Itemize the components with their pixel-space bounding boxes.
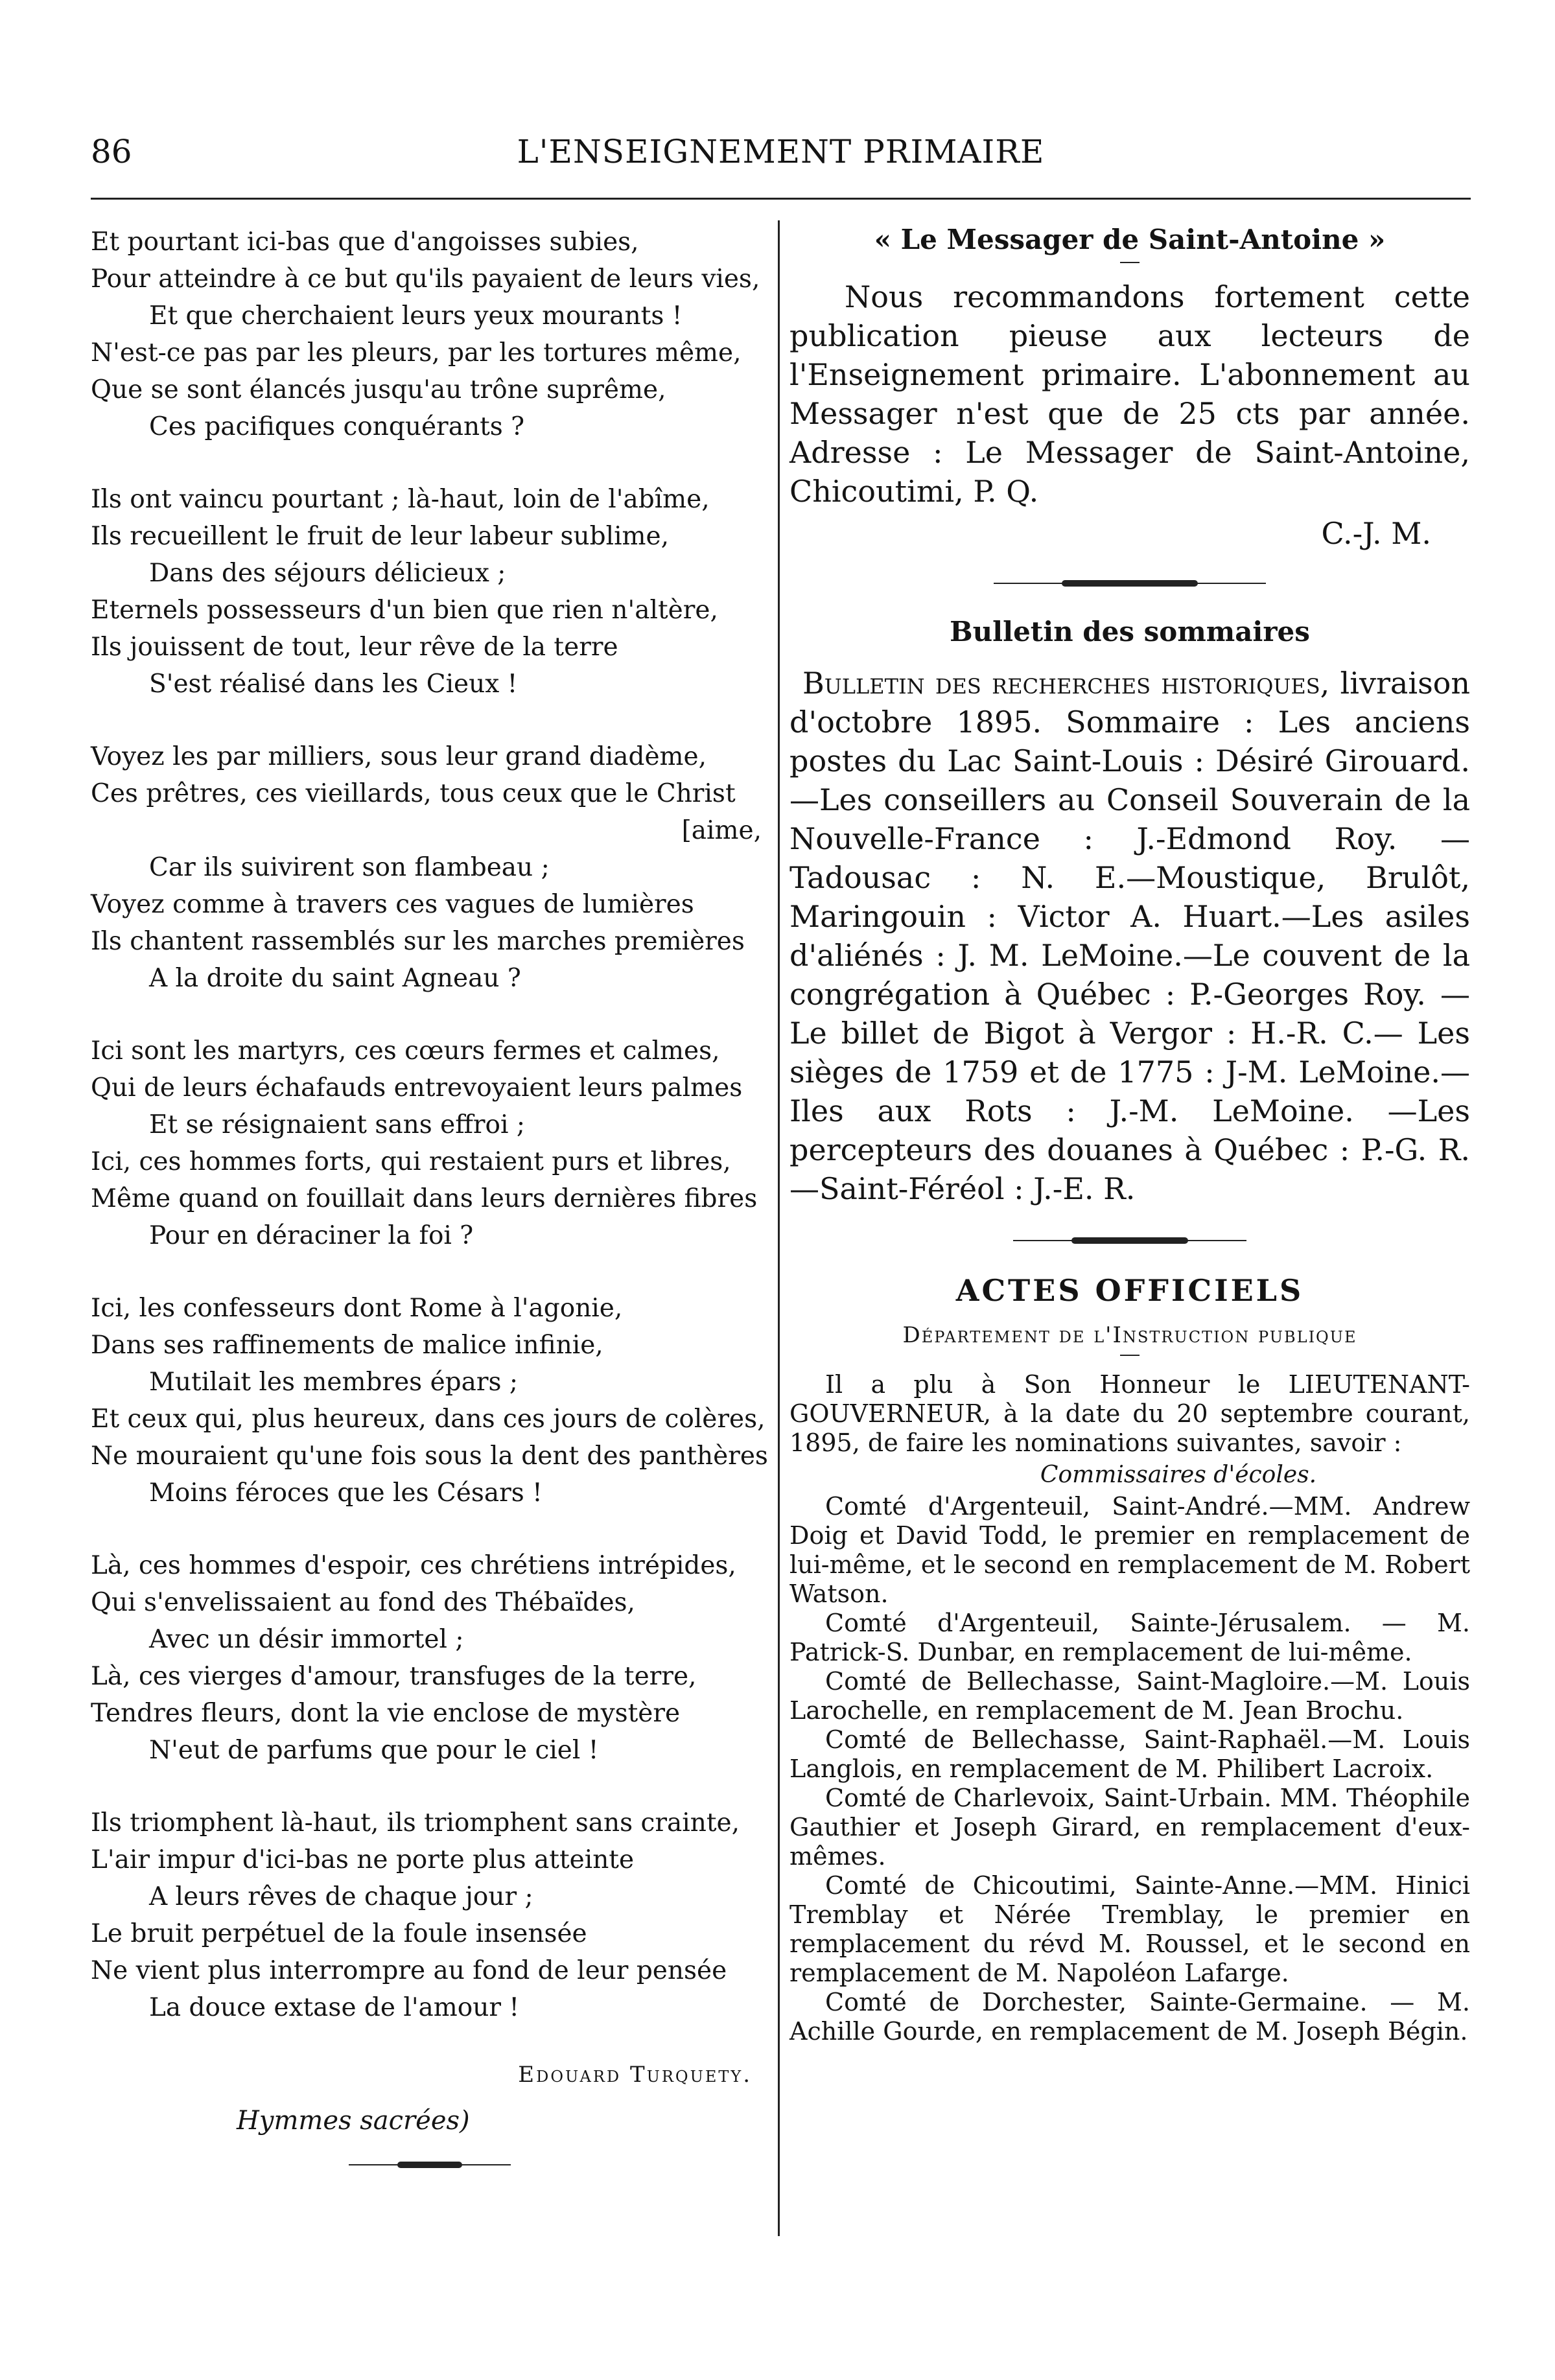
- poem-line: Ils recueillent le fruit de leur labeur sublime,: [91, 522, 670, 551]
- nomination-entry: Comté de Bellechasse, Saint-Raphaël.—M. Louis Langlois, en remplacement de M. Philibert Lacroix.: [789, 1725, 1470, 1783]
- poem-line: Car ils suivirent son flambeau ;: [149, 853, 550, 882]
- poem: [91, 224, 768, 2026]
- poem-line: Même quand on fouillait dans leurs dernières fibres: [91, 1184, 758, 1213]
- poem-line: Ici, ces hommes forts, qui restaient purs et libres,: [91, 1147, 731, 1176]
- notices-column: [789, 224, 1470, 2046]
- poem-line: Ils ont vaincu pourtant ; là-haut, loin de l'abîme,: [91, 485, 710, 514]
- poem-line: Ils triomphent là-haut, ils triomphent sans crainte,: [91, 1808, 740, 1838]
- actes-intro: Il a plu à Son Honneur le LIEUTENANT-GOUVERNEUR, à la date du 20 septembre courant, 1895, de faire les nominations suivantes, savoir :: [789, 1370, 1470, 1457]
- poem-line: Ne mouraient qu'une fois sous la dent des panthères: [91, 1441, 768, 1471]
- poem-line: Là, ces vierges d'amour, transfuges de la terre,: [91, 1662, 697, 1691]
- poem-line: Tendres fleurs, dont la vie enclose de mystère: [91, 1699, 681, 1728]
- poem-line: Dans des séjours délicieux ;: [149, 559, 506, 588]
- bulletin-contents: livraison d'octobre 1895. Sommaire : Les anciens postes du Lac Saint-Louis : Désiré Girouard.—Les conseillers au Conseil Souverain de la Nouvelle-France : J.-Edmond Roy. —Tadousac : N. E.—Moustique, Brulôt, Maringouin : Victor A. Huart.—Les asiles d'aliénés : J. M. LeMoine.—Le couvent de la congrégation à Québec : P.-Georges Roy. —Le billet de Bigot à Vergor : H.-R. C.— Les sièges de 1759 et de 1775 : J-M. LeMoine.—Iles aux Rots : J.-M. LeMoine. —Les percepteurs des douanes à Québec : P.-G. R.—Saint-Féréol : J.-E. R.: [789, 666, 1470, 1206]
- title-dash: [1120, 262, 1140, 263]
- poem-line: Voyez comme à travers ces vagues de lumières: [91, 890, 694, 919]
- poem-line: S'est réalisé dans les Cieux !: [149, 670, 518, 699]
- commissioners-subhead: Commissaires d'écoles.: [1040, 1462, 1317, 1488]
- poem-line: Qui de leurs échafauds entrevoyaient leurs palmes: [91, 1073, 743, 1102]
- department-dash: [1120, 1355, 1140, 1356]
- poem-line: N'est-ce pas par les pleurs, par les tortures même,: [91, 338, 742, 368]
- poem-author: Edouard Turquety.: [518, 2062, 752, 2088]
- nomination-entry: Comté d'Argenteuil, Saint-André.—MM. Andrew Doig et David Todd, le premier en remplacement de lui-même, et le second en remplacement de M. Robert Watson.: [789, 1492, 1470, 1608]
- header-rule: [91, 198, 1471, 200]
- poem-line: Eternels possesseurs d'un bien que rien n'altère,: [91, 596, 718, 625]
- poem-line: L'air impur d'ici-bas ne porte plus atteinte: [91, 1845, 635, 1874]
- poem-line: Ne vient plus interrompre au fond de leur pensée: [91, 1956, 727, 1985]
- poem-stanza: [91, 1804, 768, 2026]
- page-header: [91, 133, 1471, 185]
- poem-line: Et ceux qui, plus heureux, dans ces jours de colères,: [91, 1405, 766, 1434]
- messager-signature: C.-J. M.: [1321, 516, 1431, 551]
- poem-line: Ils chantent rassemblés sur les marches premières: [91, 927, 745, 956]
- messager-title: « Le Messager de Saint-Antoine »: [874, 224, 1386, 255]
- poem-line: Mutilait les membres épars ;: [149, 1368, 519, 1397]
- poem-line: A leurs rêves de chaque jour ;: [149, 1882, 533, 1911]
- poem-line: Là, ces hommes d'espoir, ces chrétiens intrépides,: [91, 1551, 736, 1580]
- poem-line: [aime,: [681, 816, 762, 845]
- poem-line: Ces pacifiques conquérants ?: [149, 412, 525, 441]
- poem-line: Qui s'envelissaient au fond des Thébaïdes,: [91, 1588, 635, 1617]
- poem-line: Ici sont les martyrs, ces cœurs fermes et calmes,: [91, 1036, 720, 1066]
- nomination-list: [789, 1492, 1470, 2046]
- nomination-entry: Comté de Bellechasse, Saint-Magloire.—M. Louis Larochelle, en remplacement de M. Jean Brochu.: [789, 1667, 1470, 1725]
- poem-line: A la droite du saint Agneau ?: [149, 964, 521, 993]
- poem-line: Moins féroces que les Césars !: [149, 1478, 543, 1508]
- poem-stanza: [91, 224, 768, 445]
- poem-stanza: [91, 1547, 768, 1769]
- poem-stanza: [91, 738, 768, 997]
- poem-line: N'eut de parfums que pour le ciel !: [149, 1736, 599, 1765]
- end-ornament: [349, 2162, 511, 2168]
- poem-line: Le bruit perpétuel de la foule insensée: [91, 1919, 587, 1948]
- poem-stanza: [91, 1032, 768, 1254]
- section-ornament: [994, 580, 1266, 587]
- poem-line: Ces prêtres, ces vieillards, tous ceux que le Christ: [91, 779, 736, 808]
- nomination-entry: Comté de Dorchester, Sainte-Germaine. — M. Achille Gourde, en remplacement de M. Joseph Bégin.: [789, 1988, 1470, 2046]
- bulletin-title: Bulletin des sommaires: [950, 616, 1310, 648]
- page-number: 86: [91, 133, 132, 170]
- poem-stanza: [91, 481, 768, 703]
- poem-line: La douce extase de l'amour !: [149, 1993, 520, 2022]
- poem-source: Hymmes sacrées): [237, 2106, 470, 2136]
- department-heading: Département de l'Instruction publique: [902, 1322, 1357, 1348]
- poem-line: Dans ses raffinements de malice infinie,: [91, 1331, 603, 1360]
- poem-line: Pour atteindre à ce but qu'ils payaient de leurs vies,: [91, 264, 760, 294]
- bulletin-journal: Bulletin des recherches historiques,: [802, 666, 1330, 701]
- poem-line: Ils jouissent de tout, leur rêve de la terre: [91, 633, 618, 662]
- nomination-entry: Comté d'Argenteuil, Sainte-Jérusalem. — M. Patrick-S. Dunbar, en remplacement de lui-même.: [789, 1609, 1470, 1666]
- running-title: L'ENSEIGNEMENT PRIMAIRE: [517, 133, 1045, 170]
- messager-text: Nous recommandons fortement cette publication pieuse aux lecteurs de l'Enseignement primaire. L'abonnement au Messager n'est que de 25 cts par année. Adresse : Le Messager de Saint-Antoine, Chicoutimi, P. Q.: [789, 279, 1470, 509]
- poem-line: Avec un désir immortel ;: [149, 1625, 464, 1654]
- section-ornament-2: [1013, 1237, 1246, 1244]
- poem-stanza: [91, 1290, 768, 1511]
- poem-column: [91, 224, 768, 2168]
- poem-line: Ici, les confesseurs dont Rome à l'agonie,: [91, 1294, 623, 1323]
- nomination-entry: Comté de Chicoutimi, Sainte-Anne.—MM. Hinici Tremblay et Nérée Tremblay, le premier en remplacement du révd M. Roussel, et le second en remplacement de M. Napoléon Lafarge.: [789, 1871, 1470, 1987]
- poem-line: Et que cherchaient leurs yeux mourants !: [149, 301, 683, 331]
- poem-line: Et pourtant ici-bas que d'angoisses subies,: [91, 228, 639, 257]
- nomination-entry: Comté de Charlevoix, Saint-Urbain. MM. Théophile Gauthier et Joseph Girard, en remplacement d'eux-mêmes.: [789, 1784, 1470, 1871]
- poem-line: Et se résignaient sans effroi ;: [149, 1110, 526, 1139]
- column-divider: [778, 220, 780, 2236]
- actes-title: ACTES OFFICIELS: [955, 1273, 1304, 1308]
- poem-line: Voyez les par milliers, sous leur grand diadème,: [91, 742, 707, 771]
- poem-line: Que se sont élancés jusqu'au trône suprême,: [91, 375, 666, 404]
- bulletin-text: [789, 664, 1470, 1208]
- poem-line: Pour en déraciner la foi ?: [149, 1221, 474, 1250]
